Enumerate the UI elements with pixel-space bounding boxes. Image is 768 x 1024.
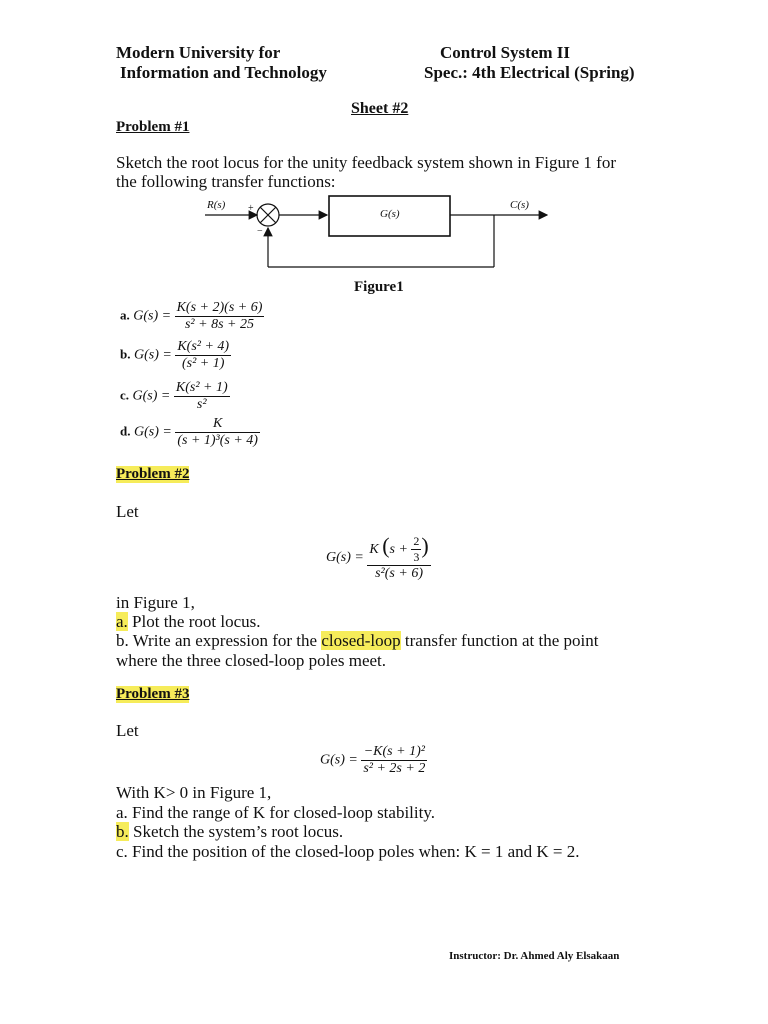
problem2-let: Let [116,502,139,521]
equation-c-label: c. [120,387,130,403]
block-label: G(s) [380,208,400,220]
problem2-line2: a. Plot the root locus. [116,612,261,631]
equation-a: a. G(s) = $\frac{K(s + 2)(s + 6)}{\text{s² + 8s + 25}}$ [120,300,263,332]
equation-b-label: b. [120,346,131,362]
equation-c: c. G(s) = $\frac{\text{K(s² + 1)}}{\text{s²}}$ [120,380,228,412]
minus-sign: − [257,226,263,237]
equation-d: d. G(s) = $\frac{K}{\text{(s + 1)³(s + 4)}}$ [120,416,258,448]
problem2-line1: in Figure 1, [116,593,195,612]
problem3-line4: c. Find the position of the closed-loop poles when: K = 1 and K = 2. [116,842,580,861]
problem1-text-line1: Sketch the root locus for the unity feedback system shown in Figure 1 for [116,153,616,172]
problem3-line1: With K> 0 in Figure 1, [116,783,272,802]
problem3-line2: a. Find the range of K for closed-loop stability. [116,803,435,822]
closed-loop-highlight: closed-loop [321,631,401,650]
problem2-line3: b. Write an expression for the closed-loop transfer function at the point [116,631,599,650]
problem2-heading: Problem #2 [116,466,190,482]
figure-caption: Figure1 [354,279,404,295]
problem1-heading: Problem #1 [116,119,190,135]
university-name-line2: Information and Technology [120,63,327,82]
plus-sign: + [248,203,254,214]
equation-b: b. G(s) = $\frac{\text{K(s² + 4)}}{\text{(s² + 1)}}$ [120,339,230,371]
input-label: R(s) [207,199,226,211]
problem3-line3: b. Sketch the system’s root locus. [116,822,344,841]
problem2-part-a-highlight: a. [116,612,128,631]
problem3-heading: Problem #3 [116,686,190,702]
problem2-equation: G(s) = K (s + $\frac{2}{3}$ ) s²(s + 6) [326,533,429,582]
problem1-text-line2: the following transfer functions: [116,172,336,191]
output-label: C(s) [510,199,529,211]
course-name: Control System II [440,43,571,62]
problem3-part-b-highlight: b. [116,822,129,841]
equation-d-label: d. [120,423,131,439]
problem3-let: Let [116,721,139,740]
problem2-line4: where the three closed-loop poles meet. [116,651,387,670]
university-name-line1: Modern University for [116,43,281,62]
course-spec: Spec.: 4th Electrical (Spring) [424,63,635,82]
sheet-title: Sheet #2 [351,100,409,117]
instructor-name: Instructor: Dr. Ahmed Aly Elsakaan [449,950,620,962]
problem3-equation: G(s) = $\frac{\text{−K(s + 1)²}}{\text{s² + 2s + 2}}$ [320,744,426,776]
equation-a-label: a. [120,307,130,323]
